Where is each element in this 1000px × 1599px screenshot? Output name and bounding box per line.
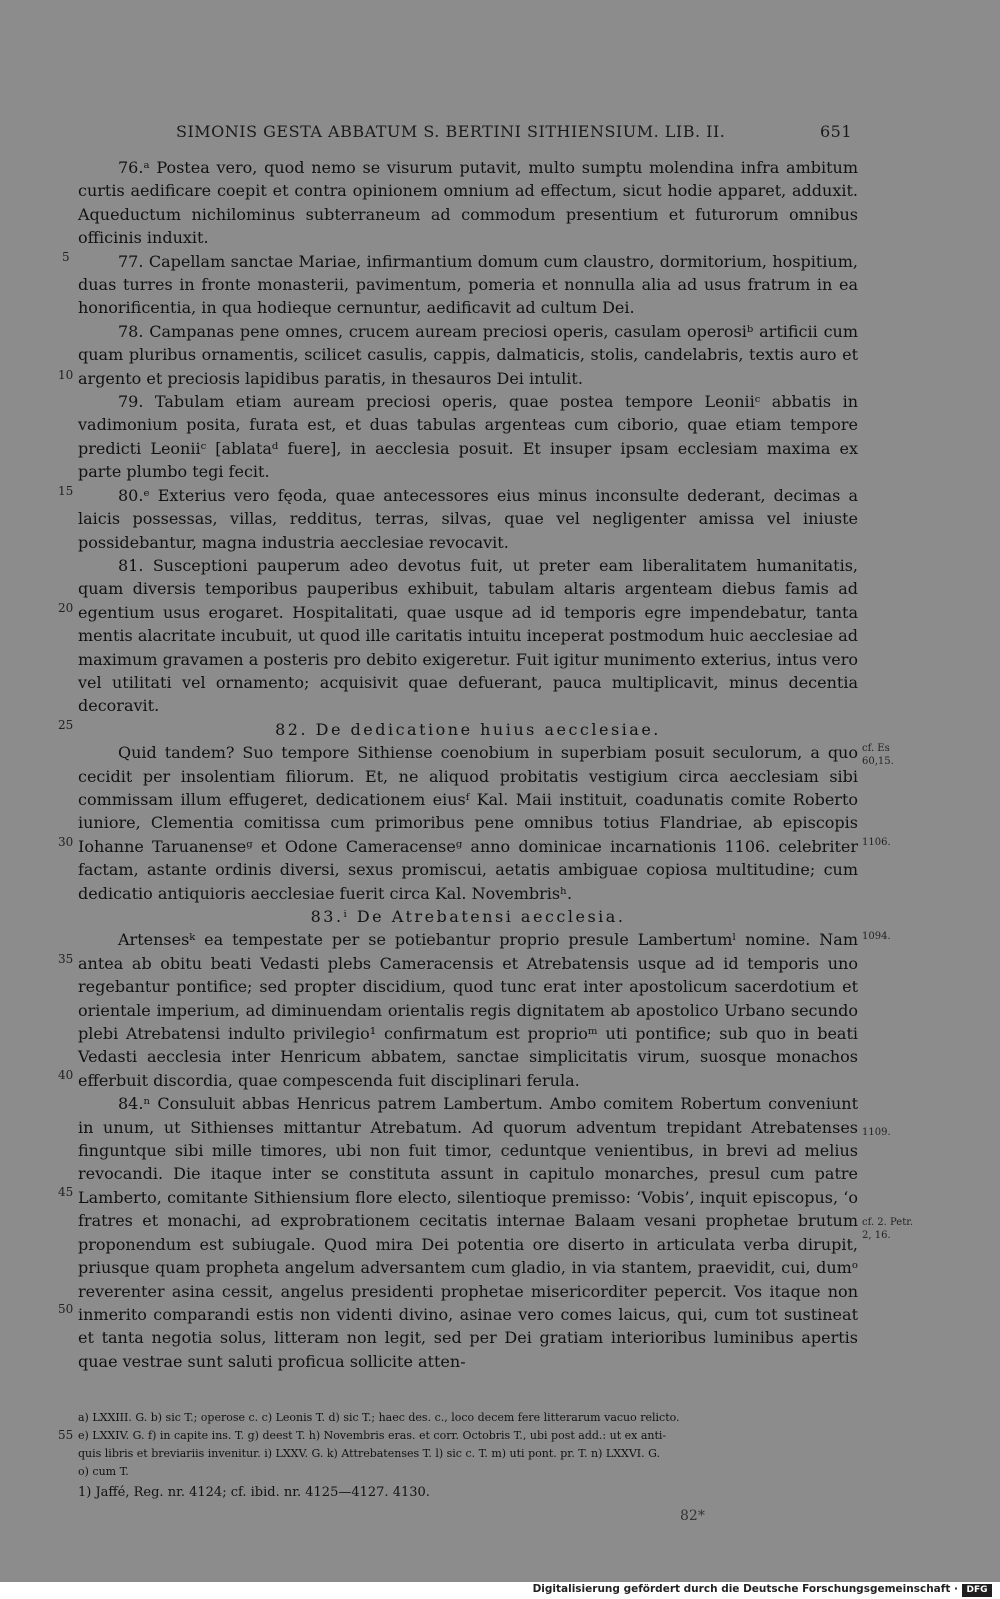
reference-footnote: 1) Jaffé, Reg. nr. 4124; cf. ibid. nr. 4125—4127. 4130. xyxy=(78,1485,430,1500)
line-number: 45 xyxy=(58,1185,74,1199)
paragraph-81: 81. Susceptioni pauperum adeo devotus fuit, ut preter eam liberalitatem humanitatis, quam diversis temporibus pauperibus exhibuit, tabulam altaris argenteam diebus famis ad egentium usus erogaret. Hospitalitati, quae usque ad id temporis egre impendebatur, tanta mentis alacritate incubuit, ut quod ille caritatis intuitu inceperat postmodum huic aecclesiae ad maximum gravamen a posteris pro debito exigeretur. Fuit igitur munimento exterius, intus vero vel utilitati vel ornamento; acquisivit quae defuerant, pauca multiplicavit, minus decentia decoravit. xyxy=(78,555,858,716)
paragraph-84: 84.ⁿ Consuluit abbas Henricus patrem Lambertum. Ambo comitem Robertum conveniunt in unum, ut Sithienses mittantur Atrebatum. Ad quorum adventum trepidant Atrebatenses finguntque sibi mille timores, ubi non fuit timor, ceduntque venientibus, in brevi ad melius revocandi. Die itaque inter se constituta assunt in capitulo monarches, presul cum patre Lamberto, comitante Sithiensium flore electo, silentioque premisso: ‘Vobis’, inquit episcopus, ‘o fratres et monachi, ad exprobrationem cecitatis internae Balaam vesani prophetae brutum proponendum est subiugale. Quod mira Dei potentia ore diserto in articulata verba dirupit, priusque quam propheta angelum adversantem cum gladio, in via stantem, praevidit, cui, dumᵒ reverenter asina cessit, angelus presidenti prophetae misericorditer pepercit. Vos itaque non inmerito comparandi estis non videnti divino, asinae vero comes laicus, qui, cum tot sustineat et tanta negotia solus, litteram non legit, sed per Dei gratiam interioribus luminibus apertis quae vestrae sunt saluti proficua sollicite atten- xyxy=(78,1094,858,1371)
section-heading-83: 83.ⁱ De Atrebatensi aecclesia. xyxy=(310,907,626,926)
header-title: SIMONIS GESTA ABBATUM S. BERTINI SITHIENSIUM. LIB. II. xyxy=(176,122,726,141)
paragraph-80: 80.ᵉ Exterius vero fęoda, quae antecessores eius minus inconsulte dederant, decimas a laicis possessas, villas, redditus, terras, silvas, quae vel negligenter amissa vel iniuste possidebantur, magna industria aecclesiae revocavit. xyxy=(78,485,858,552)
dfg-logo: DFG xyxy=(962,1584,992,1597)
line-number: 35 xyxy=(58,952,74,966)
running-header xyxy=(0,118,1000,146)
margin-note: 1094. xyxy=(862,931,891,942)
margin-note: 1106. xyxy=(862,837,891,848)
funding-notice: Digitalisierung gefördert durch die Deutsche Forschungsgemeinschaft · xyxy=(532,1583,958,1595)
paragraph-76: 76.ᵃ Postea vero, quod nemo se visurum putavit, multo sumptu molendina infra ambitum curtis aedificare coepit et contra opinionem omnium ad effectum, sicut hodie apparet, adduxit. Aqueductum nichilominus subterraneum ad commodum presentium et futurorum omnibus officinis induxit. xyxy=(78,158,858,248)
footnote-line: quis libris et breviariis invenitur. i) LXXV. G. k) Attrebatenses T. l) sic c. T. m) uti pont. pr. T. n) LXXVI. G. xyxy=(78,1447,661,1460)
margin-note: cf. 2. Petr. 2, 16. xyxy=(862,1217,914,1241)
line-number: 25 xyxy=(58,718,74,732)
paragraph-83: Artensesᵏ ea tempestate per se potiebantur proprio presule Lambertumˡ nomine. Nam antea ab obitu beati Vedasti plebs Cameracensis et Atrebatensis usque ad id temporis uno regebantur pontifice; sed propter discidium, quod tunc erat inter apostolicum sacerdotium et orientale imperium, ad diminuendam orientalis regis dignitatem ab apostolico Urbano secundo plebi Atrebatensi indulto privilegio¹ confirmatum est proprioᵐ uti pontifice; sub quo in beati Vedasti aecclesia inter Henricum abbatem, sanctae simplicitatis virum, suosque monachos efferbuit discordia, quae compescenda fuit disciplinari ferula. xyxy=(78,930,858,1090)
page-number: 651 xyxy=(820,122,853,141)
line-number: 15 xyxy=(58,484,74,498)
line-number: 30 xyxy=(58,835,74,849)
line-number: 50 xyxy=(58,1302,74,1316)
footnote-line: o) cum T. xyxy=(78,1465,129,1478)
apparatus-footnotes xyxy=(78,1409,858,1481)
section-heading-82: 82. De dedicatione huius aecclesiae. xyxy=(275,719,661,739)
footnote-line: a) LXXIII. G. b) sic T.; operose c. c) Leonis T. d) sic T.; haec des. c., loco decem fere litterarum vacuo relicto. xyxy=(78,1411,680,1424)
line-number: 10 xyxy=(58,368,74,382)
line-number: 20 xyxy=(58,601,74,615)
margin-note: cf. Es 60,15. xyxy=(862,743,894,767)
main-text xyxy=(78,156,858,1373)
footnote-line: e) LXXIV. G. f) in capite ins. T. g) deest T. h) Novembris eras. et corr. Octobris T., ubi post add.: ut ex anti- xyxy=(78,1429,667,1442)
paragraph-79: 79. Tabulam etiam auream preciosi operis, quae postea tempore Leoniiᶜ abbatis in vadimonium posita, furata est, et duas tabulas argenteas cum ciborio, quae etiam tempore predicti Leoniiᶜ [ablataᵈ fuere], in aecclesia posuit. Et insuper ipsam ecclesiam maxima ex parte plumbo tegi fecit. xyxy=(78,392,858,482)
paragraph-82: Quid tandem? Suo tempore Sithiense coenobium in superbiam posuit seculorum, a quo cecidit per insolentiam filiorum. Et, ne aliquod probitatis vestigium circa aecclesiam sibi commissam illum effugeret, dedicationem eiusᶠ Kal. Maii instituit, coadunatis comite Roberto iuniore, Clementia comitissa cum primoribus pene omnibus totius Flandriae, ab episcopis Iohanne Taruanenseᵍ et Odone Cameracenseᵍ anno dominicae incarnationis 1106. celebriter factam, astante ordinis diversi, sexus promiscui, aetatis ambiguae copiosa multitudine; cum dedicatio antiquioris aecclesiae fuerit circa Kal. Novembrisʰ. xyxy=(78,743,858,903)
line-number: 40 xyxy=(58,1068,74,1082)
line-number: 55 xyxy=(58,1428,74,1442)
margin-note: 1109. xyxy=(862,1127,891,1138)
footer-bar xyxy=(0,1582,1000,1599)
paragraph-78: 78. Campanas pene omnes, crucem auream preciosi operis, casulam operosiᵇ artificii cum quam pluribus ornamentis, scilicet casulis, cappis, dalmaticis, stolis, candelabris, textis auro et argento et preciosis lapidibus paratis, in thesauros Dei intulit. xyxy=(78,321,858,388)
paragraph-77: 77. Capellam sanctae Mariae, infirmantium domum cum claustro, dormitorium, hospitium, duas turres in fronte monasterii, pavimentum, pomeria et nonnulla alia ad usus fratrum in ea honorificentia, in qua hodieque cernuntur, aedificavit ad cultum Dei. xyxy=(78,251,858,318)
line-number: 5 xyxy=(62,250,70,264)
signature-mark: 82* xyxy=(680,1508,705,1524)
